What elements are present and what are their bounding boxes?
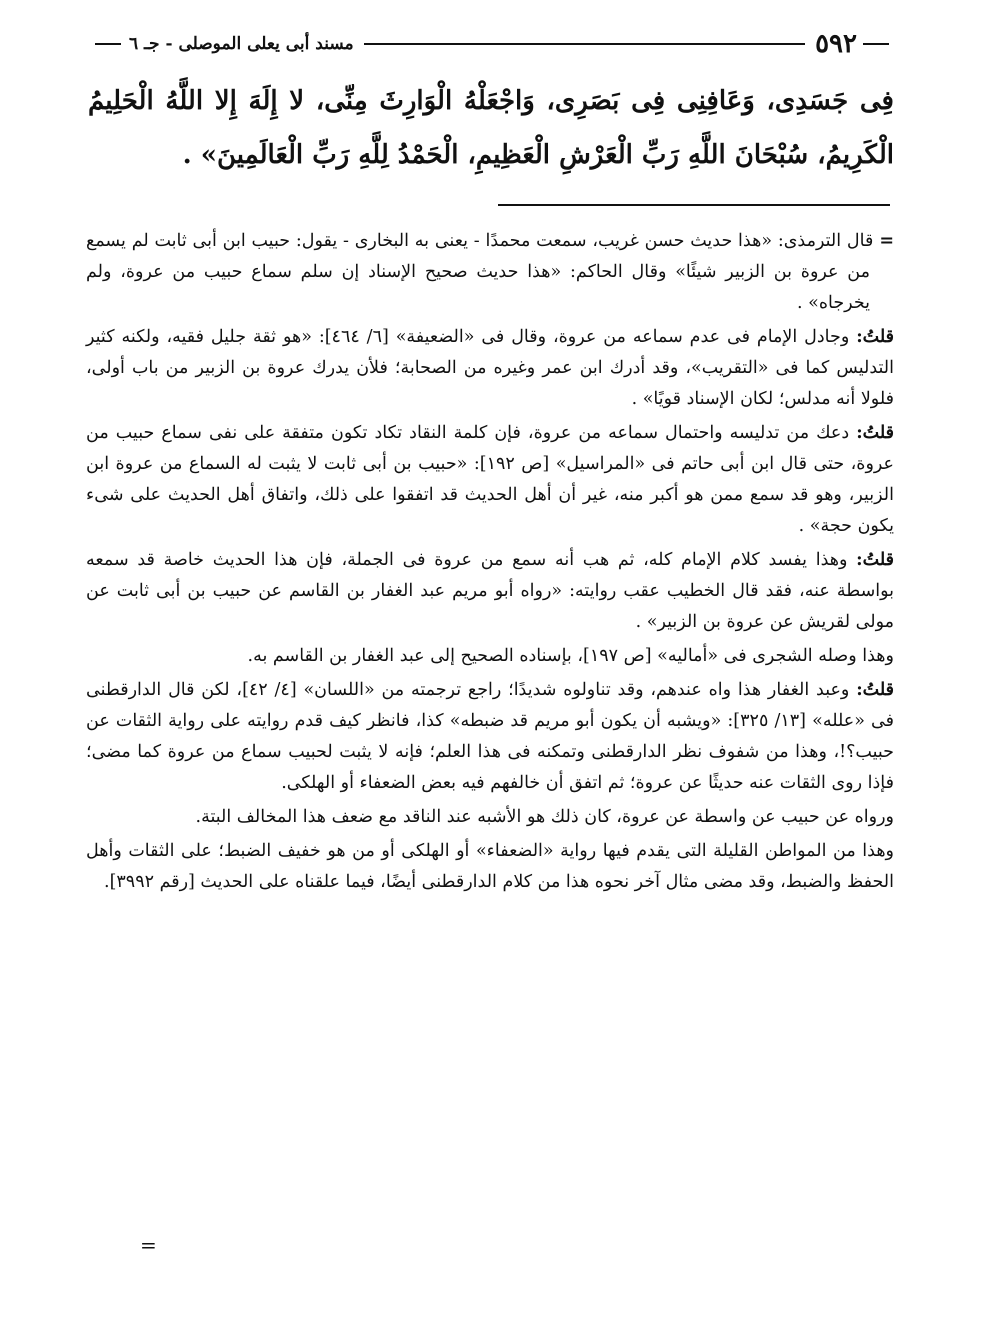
qultu-label: قلتُ: — [856, 680, 894, 700]
note-paragraph-4 — [86, 545, 894, 638]
note-text-5: وهذا وصله الشجرى فى «أماليه» [ص ١٩٧]، بإسناده الصحيح إلى عبد الغفار بن القاسم به. — [247, 646, 894, 666]
note-paragraph-6 — [86, 675, 894, 799]
note-paragraph-8 — [86, 836, 894, 898]
qultu-label: قلتُ: — [856, 550, 894, 570]
note-text-3: دعك من تدليسه واحتمال سماعه من عروة، فإن كلمة النقاد تكاد تكون متفقة على نفى سماع حبيب من عروة، حتى قال ابن أبى حاتم فى «المراسيل» [ص ١٩٢]: «حبيب بن أبى ثابت لا يثبت له السماع من عروة ابن الزبير، وهو قد سمع ممن هو أكبر منه، غير أن أهل الحديث قد اتفقوا على ذلك، واتفاق أهل الحديث على شىء يكون حجة» . — [86, 423, 894, 536]
note-paragraph-7 — [86, 802, 894, 833]
header-dash — [863, 43, 889, 45]
note-paragraph-3 — [86, 418, 894, 542]
footnote-separator — [498, 204, 890, 206]
qultu-label: قلتُ: — [856, 327, 894, 347]
note-text-7: ورواه عن حبيب عن واسطة عن عروة، كان ذلك هو الأشبه عند الناقد مع ضعف هذا المخالف البتة. — [195, 807, 894, 827]
note-paragraph-2 — [86, 322, 894, 415]
continuation-start-marker: = — [879, 231, 894, 251]
footnotes — [86, 226, 894, 901]
running-header — [95, 26, 895, 62]
header-dash-end — [95, 43, 121, 45]
running-title: مسند أبى يعلى الموصلى - جـ ٦ — [129, 34, 354, 54]
note-text-2: وجادل الإمام فى عدم سماعه من عروة، وقال فى «الضعيفة» [٦/ ٤٦٤]: «هو ثقة جليل فقيه، ولكنه كثير التدليس كما فى «التقريب»، وقد أدرك ابن عمر وغيره من الصحابة؛ فلأن يدرك عروة بن الزبير من باب أولى، فلولا أنه مدلس؛ لكان الإسناد قويًا» . — [86, 327, 894, 409]
hadith-text: فِى جَسَدِى، وَعَافِنِى فِى بَصَرِى، وَاجْعَلْهُ الْوَارِثَ مِنِّى، لا إِلَهَ إِلا اللَّهُ الْحَلِيمُ الْكَرِيمُ، سُبْحَانَ اللَّهِ رَبِّ الْعَرْشِ الْعَظِيمِ، الْحَمْدُ لِلَّهِ رَبِّ الْعَالَمِينَ» . — [88, 86, 894, 170]
qultu-label: قلتُ: — [856, 423, 894, 443]
note-paragraph-1 — [86, 226, 894, 319]
note-text-6: وعبد الغفار هذا واه عندهم، وقد تناولوه شديدًا؛ راجع ترجمته من «اللسان» [٤/ ٤٢]، لكن قال الدارقطنى فى «علله» [١٣/ ٣٢٥]: «ويشبه أن يكون أبو مريم قد ضبطه» كذا، فانظر كيف قدم روايته على رواية الثقات عن حبيب؟!، وهذا من شفوف نظر الدارقطنى وتمكنه فى هذا العلم؛ فإنه لا يثبت لحبيب سماع من عروة كما مضى؛ فإذا روى الثقات عنه حديثًا عن عروة؛ ثم اتفق أن خالفهم فيه بعض الضعفاء أو الهلكى. — [86, 680, 894, 793]
note-text-4: وهذا يفسد كلام الإمام كله، ثم هب أنه سمع من عروة فى الجملة، فإن هذا الحديث خاصة قد سمعه بواسطة عنه، فقد قال الخطيب عقب روايته: «رواه أبو مريم عبد الغفار بن القاسم عن حبيب بن أبى ثابت عن مولى لقريش عن عروة بن الزبير» . — [86, 550, 894, 632]
note-paragraph-5 — [86, 641, 894, 672]
note-text-8: وهذا من المواطن القليلة التى يقدم فيها رواية «الضعفاء» أو الهلكى أو من هو خفيف الضبط؛ على الثقات وأهل الحفظ والضبط، وقد مضى مثال آخر نحوه هذا من كلام الدارقطنى أيضًا، فيما علقناه على الحديث [رقم ٣٩٩٢]. — [86, 841, 894, 892]
continuation-end-marker: = — [140, 1233, 157, 1257]
note-text-1: قال الترمذى: «هذا حديث حسن غريب، سمعت محمدًا - يعنى به البخارى - يقول: حبيب ابن أبى ثابت لم يسمع من عروة بن الزبير شيئًا» وقال الحاكم: «هذا حديث صحيح الإسناد إن سلم سماع حبيب من عروة، ولم يخرجاه» . — [86, 231, 874, 313]
page-number: ٥٩٢ — [815, 29, 857, 59]
header-rule — [364, 43, 805, 45]
